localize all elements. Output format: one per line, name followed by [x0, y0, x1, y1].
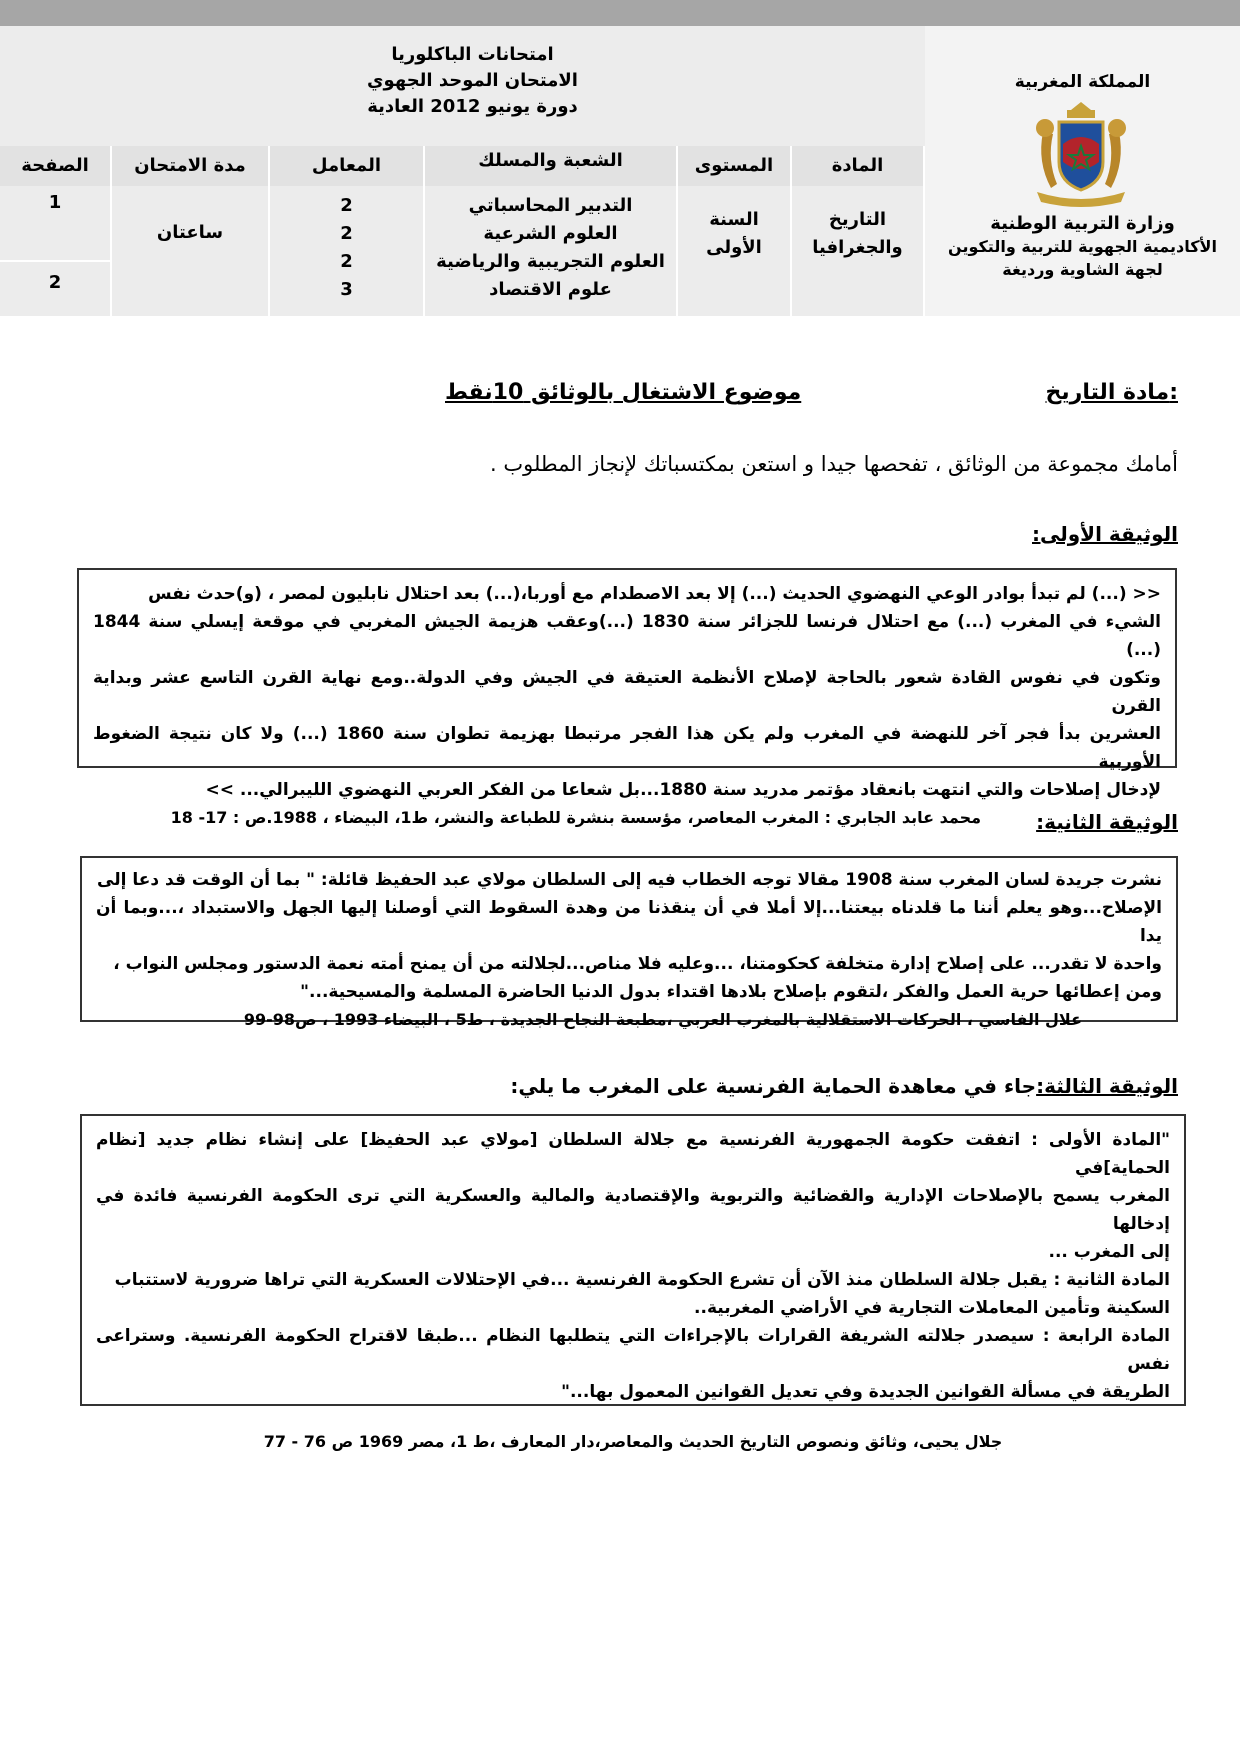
doc1-citation: محمد عابد الجابري : المغرب المعاصر، مؤسسة بنشرة للطباعة والنشر، ط1، البيضاء ، 1988.ص : 17- 18 [170, 808, 981, 827]
doc3-line: إلى المغرب ... [1048, 1242, 1170, 1262]
exam-title-block [0, 42, 925, 120]
level-column [678, 146, 792, 316]
coefficient-header: المعامل [270, 146, 423, 186]
coefficient-value: 2 [340, 251, 353, 272]
page-column [0, 146, 112, 316]
level-header: المستوى [678, 146, 790, 186]
ministry-block [925, 26, 1240, 316]
coefficient-value: 2 [340, 223, 353, 244]
doc2-box [80, 856, 1178, 1029]
subject-line: والجغرافيا [812, 237, 903, 258]
doc3-citation: جلال يحيى، وثائق ونصوص التاريخ الحديث والمعاصر،دار المعارف ،ط 1، مصر 1969 ص 76 - 77 [263, 1432, 1003, 1451]
branch-value: العلوم الشرعية [483, 223, 618, 244]
doc3-heading: الوثيقة الثالثة: [1036, 1074, 1178, 1098]
doc3-line: المادة الثانية : يقبل جلالة السلطان منذ الآن أن تشرع الحكومة الفرنسية ...في الإحتلالات العسكرية التي تراها ضرورية لاستتباب [114, 1270, 1170, 1290]
branch-value: التدبير المحاسباتي [468, 195, 633, 216]
subject-column [792, 146, 925, 316]
duration-header: مدة الامتحان [112, 146, 268, 186]
doc3-line: المادة الرابعة : سيصدر جلالته الشريفة القرارات بالإجراءات التي يتطلبها النظام ...طبقا لاقتراح الحكومة الفرنسية. وستراعى نفس [96, 1326, 1170, 1374]
branch-value: علوم الاقتصاد [489, 279, 612, 300]
ministry-line: لجهة الشاوية ورديغة [1002, 260, 1163, 279]
top-bar [0, 0, 1240, 26]
doc1-line: وتكون في نفوس القادة شعور بالحاجة لإصلاح الأنظمة العتيقة في الجيش وفي الدولة..ومع نهاية القرن التاسع عشر وبداية القرن [93, 668, 1161, 716]
exam-title-line: الامتحان الموحد الجهوي [367, 70, 578, 91]
page-header: الصفحة [0, 146, 110, 186]
doc3-heading-row [510, 1074, 1178, 1098]
ministry-line: الأكاديمية الجهوية للتربية والتكوين [948, 237, 1217, 256]
doc2-line: نشرت جريدة لسان المغرب سنة 1908 مقالا توجه الخطاب فيه إلى السلطان مولاي عبد الحفيظ قائلة: " بما أن الوقت قد دعا إلى [97, 870, 1162, 890]
exam-title-line: دورة يونيو 2012 العادية [367, 96, 578, 117]
doc1-line: لإدخال إصلاحات والتي انتهت بانعقاد مؤتمر مدريد سنة 1880...بل شعاعا من الفكر العربي النهضوي الليبرالي... >> [205, 780, 1161, 800]
doc3-line: المغرب يسمح بالإصلاحات الإدارية والقضائية والتربوية والإقتصادية والمالية والعسكرية التي ترى الحكومة الفرنسية فائدة في إدخالها [96, 1186, 1170, 1234]
level-line: الأولى [706, 237, 762, 258]
doc3-line: الطريقة في مسألة القوانين الجديدة وفي تعديل القوانين المعمول بها..." [561, 1382, 1170, 1402]
coefficient-value: 3 [340, 279, 353, 300]
branch-header: الشعبة والمسلك [425, 146, 676, 186]
doc1-line: << (...) لم تبدأ بوادر الوعي النهضوي الحديث (...) إلا بعد الاصطدام مع أوربا،(...) بعد احتلال نابليون لمصر ، (و)حدث نفس [148, 584, 1161, 604]
page-value: 2 [48, 272, 62, 293]
subject-header: المادة [792, 146, 923, 186]
doc3-heading-text: جاء في معاهدة الحماية الفرنسية على المغرب ما يلي: [510, 1074, 1037, 1098]
coefficient-column [270, 146, 425, 316]
ministry-lines [925, 212, 1240, 281]
topic-title: موضوع الاشتغال بالوثائق 10نقط [445, 380, 802, 405]
doc2-citation: علال الفاسي ، الحركات الاستقلالية بالمغرب العربي ،مطبعة النجاح الجديدة ، ط5 ، البيضاء 1993 ، ص98-99 [243, 1010, 1082, 1029]
ministry-line: وزارة التربية الوطنية [990, 213, 1175, 234]
duration-column [112, 146, 270, 316]
doc1-heading: الوثيقة الأولى: [1032, 522, 1178, 546]
subject-line: التاريخ [828, 209, 887, 230]
doc1-line: الشيء في المغرب (...) مع احتلال فرنسا للجزائر سنة 1830 (...)وعقب هزيمة الجيش المغربي في موقعة إيسلي سنة 1844 (...) [93, 612, 1161, 660]
doc3-line: "المادة الأولى : اتفقت حكومة الجمهورية الفرنسية مع جلالة السلطان [مولاي عبد الحفيظ] على إنشاء نظام جديد [نظام الحماية]في [96, 1130, 1170, 1178]
doc2-line: الإصلاح...وهو يعلم أننا ما قلدناه بيعتنا...إلا أملا في أن ينقذنا من وهدة السقوط التي أوصلنا إليها الجهل والاستبداد ،...وبما أن يدا [96, 898, 1162, 946]
instructions: أمامك مجموعة من الوثائق ، تفحصها جيدا و استعن بمكتسباتك لإنجاز المطلوب . [489, 452, 1178, 476]
doc2-heading: الوثيقة الثانية: [1036, 810, 1178, 834]
subject-title: مادة التاريخ: [1045, 380, 1178, 405]
coefficient-value: 2 [340, 195, 353, 216]
doc1-line: العشرين بدأ فجر آخر للنهضة في المغرب ولم يكن هذا الفجر مرتبطا بهزيمة تطوان سنة 1860 (...) ولا كان نتيجة الضغوط الأوربية [93, 724, 1161, 772]
kingdom-label: المملكة المغربية [1014, 72, 1151, 92]
level-line: السنة [709, 209, 759, 230]
branch-value: العلوم التجريبية والرياضية [436, 251, 665, 272]
duration-value: ساعتان [156, 222, 224, 243]
page-value: 1 [48, 192, 62, 213]
doc3-box [80, 1114, 1186, 1451]
doc2-line: ومن إعطائها حرية العمل والفكر ،لتقوم بإصلاح بلادها اقتداء بدول الدنيا الحاضرة المسلمة والمسيحية..." [300, 982, 1162, 1002]
doc3-line: السكينة وتأمين المعاملات التجارية في الأراضي المغربية.. [694, 1298, 1170, 1318]
exam-title-line: امتحانات الباكلوريا [391, 44, 554, 65]
branch-column [425, 146, 678, 316]
doc2-line: واحدة لا تقدر... على إصلاح إدارة متخلفة كحكومتنا، ...وعليه فلا مناص...لجلالته من أن يمنح أمته نعمة الدستور ومجلس النواب ، [113, 954, 1162, 974]
coat-of-arms-icon [1023, 98, 1139, 208]
